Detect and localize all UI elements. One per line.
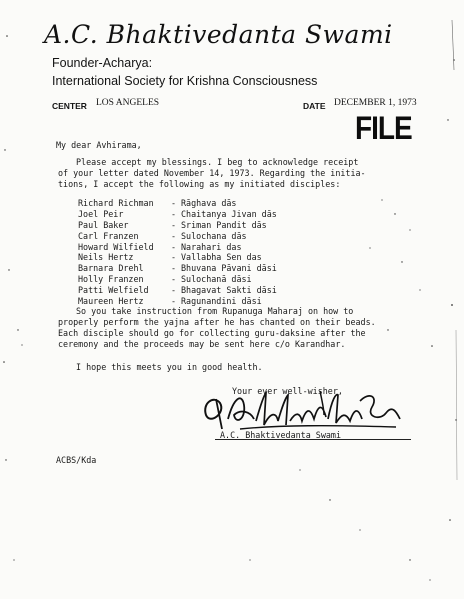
- paragraph-1-line-2: of your letter dated November 14, 1973. Regarding the initia-: [58, 168, 366, 178]
- dash: -: [171, 208, 177, 219]
- disciple-row: [78, 285, 277, 296]
- dash: -: [171, 296, 177, 307]
- sign-off: Your ever well-wisher,: [232, 386, 343, 396]
- disciple-row: [78, 263, 277, 274]
- initiated-name: Sriman Pandit dās: [181, 219, 267, 230]
- legal-name: Holly Franzen: [78, 274, 144, 285]
- dash: -: [171, 263, 177, 274]
- paragraph-2-line-3: Each disciple should go for collecting guru-daksine after the: [58, 328, 366, 338]
- initiated-name: Vallabha Sen das: [181, 252, 262, 263]
- paragraph-1-line-1: Please accept my blessings. I beg to acknowledge receipt: [76, 157, 359, 167]
- legal-name: Joel Peir: [78, 208, 124, 219]
- legal-name: Barnara Drehl: [78, 263, 144, 274]
- dash: -: [171, 274, 177, 285]
- initiated-name: Chaitanya Jivan dās: [181, 208, 277, 219]
- legal-name: Patti Welfield: [78, 285, 149, 296]
- center-value: LOS ANGELES: [96, 98, 160, 108]
- dash: -: [171, 198, 177, 208]
- dash: -: [171, 230, 177, 241]
- legal-name: Maureen Hertz: [78, 296, 144, 307]
- typed-signature: A.C. Bhaktivedanta Swami: [220, 430, 342, 440]
- legal-name: Paul Baker: [78, 219, 129, 230]
- legal-name: Richard Richman: [78, 198, 154, 208]
- paragraph-2-line-2: properly perform the yajna after he has chanted on their beads.: [58, 317, 376, 327]
- dash: -: [171, 219, 177, 230]
- initiated-name: Ragunandini dāsi: [181, 296, 262, 307]
- dash: -: [171, 285, 177, 296]
- paragraph-2-line-1: So you take instruction from Rupanuga Maharaj on how to: [76, 306, 354, 316]
- disciple-row: [78, 252, 277, 263]
- salutation: My dear Avhirama,: [56, 140, 142, 150]
- file-stamp: FILE: [355, 110, 412, 146]
- paragraph-2-line-4: ceremony and the proceeds may be sent here c/o Karandhar.: [58, 339, 346, 349]
- letterhead-name: A.C. Bhaktivedanta Swami: [44, 20, 393, 49]
- initiated-name: Sulochanā dāsi: [181, 274, 252, 285]
- founder-title: Founder-Acharya:: [52, 56, 153, 70]
- legal-name: Howard Wilfield: [78, 241, 154, 252]
- disciple-row: [78, 242, 277, 253]
- initiated-name: Bhuvana Pāvani dāsi: [181, 263, 277, 274]
- initiated-name: Bhagavat Sakti dāsi: [181, 285, 277, 296]
- disciple-row: [78, 231, 277, 242]
- disciple-list: [78, 198, 277, 307]
- society-name: International Society for Krishna Consciousness: [52, 74, 318, 88]
- initiated-name: Narahari das: [181, 241, 242, 252]
- dash: -: [171, 252, 177, 263]
- closing-line: I hope this meets you in good health.: [76, 362, 263, 372]
- legal-name: Neils Hertz: [78, 252, 134, 263]
- center-label: CENTER: [52, 101, 87, 111]
- initiated-name: Sulochana dās: [181, 230, 247, 241]
- disciple-row: [78, 220, 277, 231]
- initiated-name: Rāghava dās: [181, 198, 237, 208]
- dash: -: [171, 241, 177, 252]
- disciple-row: [78, 274, 277, 285]
- date-value: DECEMBER 1, 1973: [334, 98, 417, 108]
- disciple-row: [78, 209, 277, 220]
- legal-name: Carl Franzen: [78, 230, 139, 241]
- disciple-row: [78, 198, 277, 209]
- reference-initials: ACBS/Kda: [56, 455, 97, 465]
- paragraph-1-line-3: tions, I accept the following as my initiated disciples:: [58, 179, 341, 189]
- date-label: DATE: [303, 101, 326, 111]
